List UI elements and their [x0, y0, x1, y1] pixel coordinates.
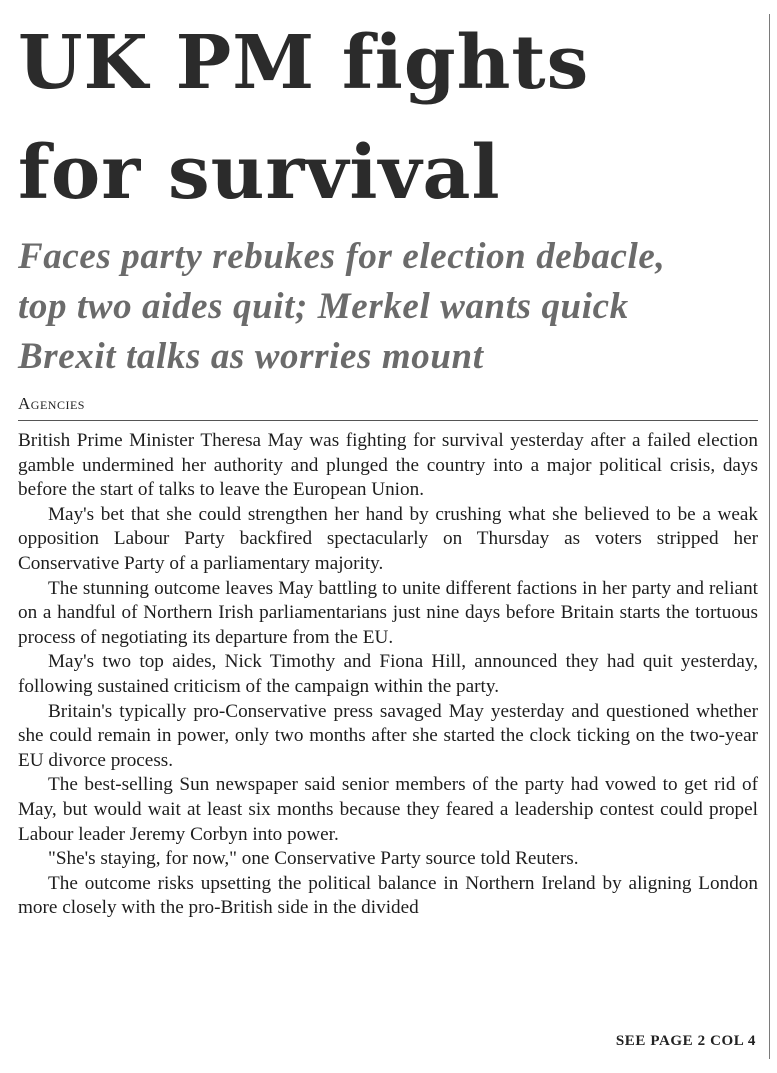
byline: Agencies	[18, 394, 758, 421]
headline-line: UK PM fights	[18, 20, 590, 106]
paragraph: The outcome risks upsetting the political balance in Northern Ireland by aligning London more closely with the pro-British side in the divided	[18, 872, 758, 919]
column-rule	[769, 14, 770, 1059]
paragraph: British Prime Minister Theresa May was fighting for survival yesterday after a failed election gamble undermined her authority and plunged the country into a major political crisis, days before the start of talks to leave the European Union.	[18, 430, 758, 501]
paragraph: The stunning outcome leaves May battling to unite different factions in her party and reliant on a handful of Northern Irish parliamentarians just nine days before Britain starts the tortuous process of negotiating its departure from the EU.	[18, 577, 758, 648]
subheadline-line: top two aides quit; Merkel wants quick	[18, 286, 629, 327]
paragraph: "She's staying, for now," one Conservative Party source told Reuters.	[48, 848, 579, 870]
article	[18, 0, 758, 921]
subheadline	[18, 232, 758, 382]
headline-line: for survival	[18, 130, 501, 216]
paragraph: May's two top aides, Nick Timothy and Fiona Hill, announced they had quit yesterday, following sustained criticism of the campaign within the party.	[18, 651, 758, 697]
headline	[18, 0, 758, 228]
article-body	[18, 429, 758, 921]
subheadline-line: Brexit talks as worries mount	[18, 336, 484, 377]
paragraph: May's bet that she could strengthen her hand by crushing what she believed to be a weak opposition Labour Party backfired spectacularly on Thursday as voters stripped her Conservative Party of a parliamentary majority.	[18, 503, 758, 574]
paragraph: The best-selling Sun newspaper said senior members of the party had vowed to get rid of May, but would wait at least six months because they feared a leadership contest could propel Labour leader Jeremy Corbyn into power.	[18, 774, 758, 845]
paragraph: Britain's typically pro-Conservative press savaged May yesterday and questioned whether she could remain in power, only two months after she started the clock ticking on the two-year EU divorce process.	[18, 700, 758, 771]
continued-on-page: SEE PAGE 2 COL 4	[615, 1033, 756, 1049]
subheadline-line: Faces party rebukes for election debacle,	[18, 236, 666, 277]
